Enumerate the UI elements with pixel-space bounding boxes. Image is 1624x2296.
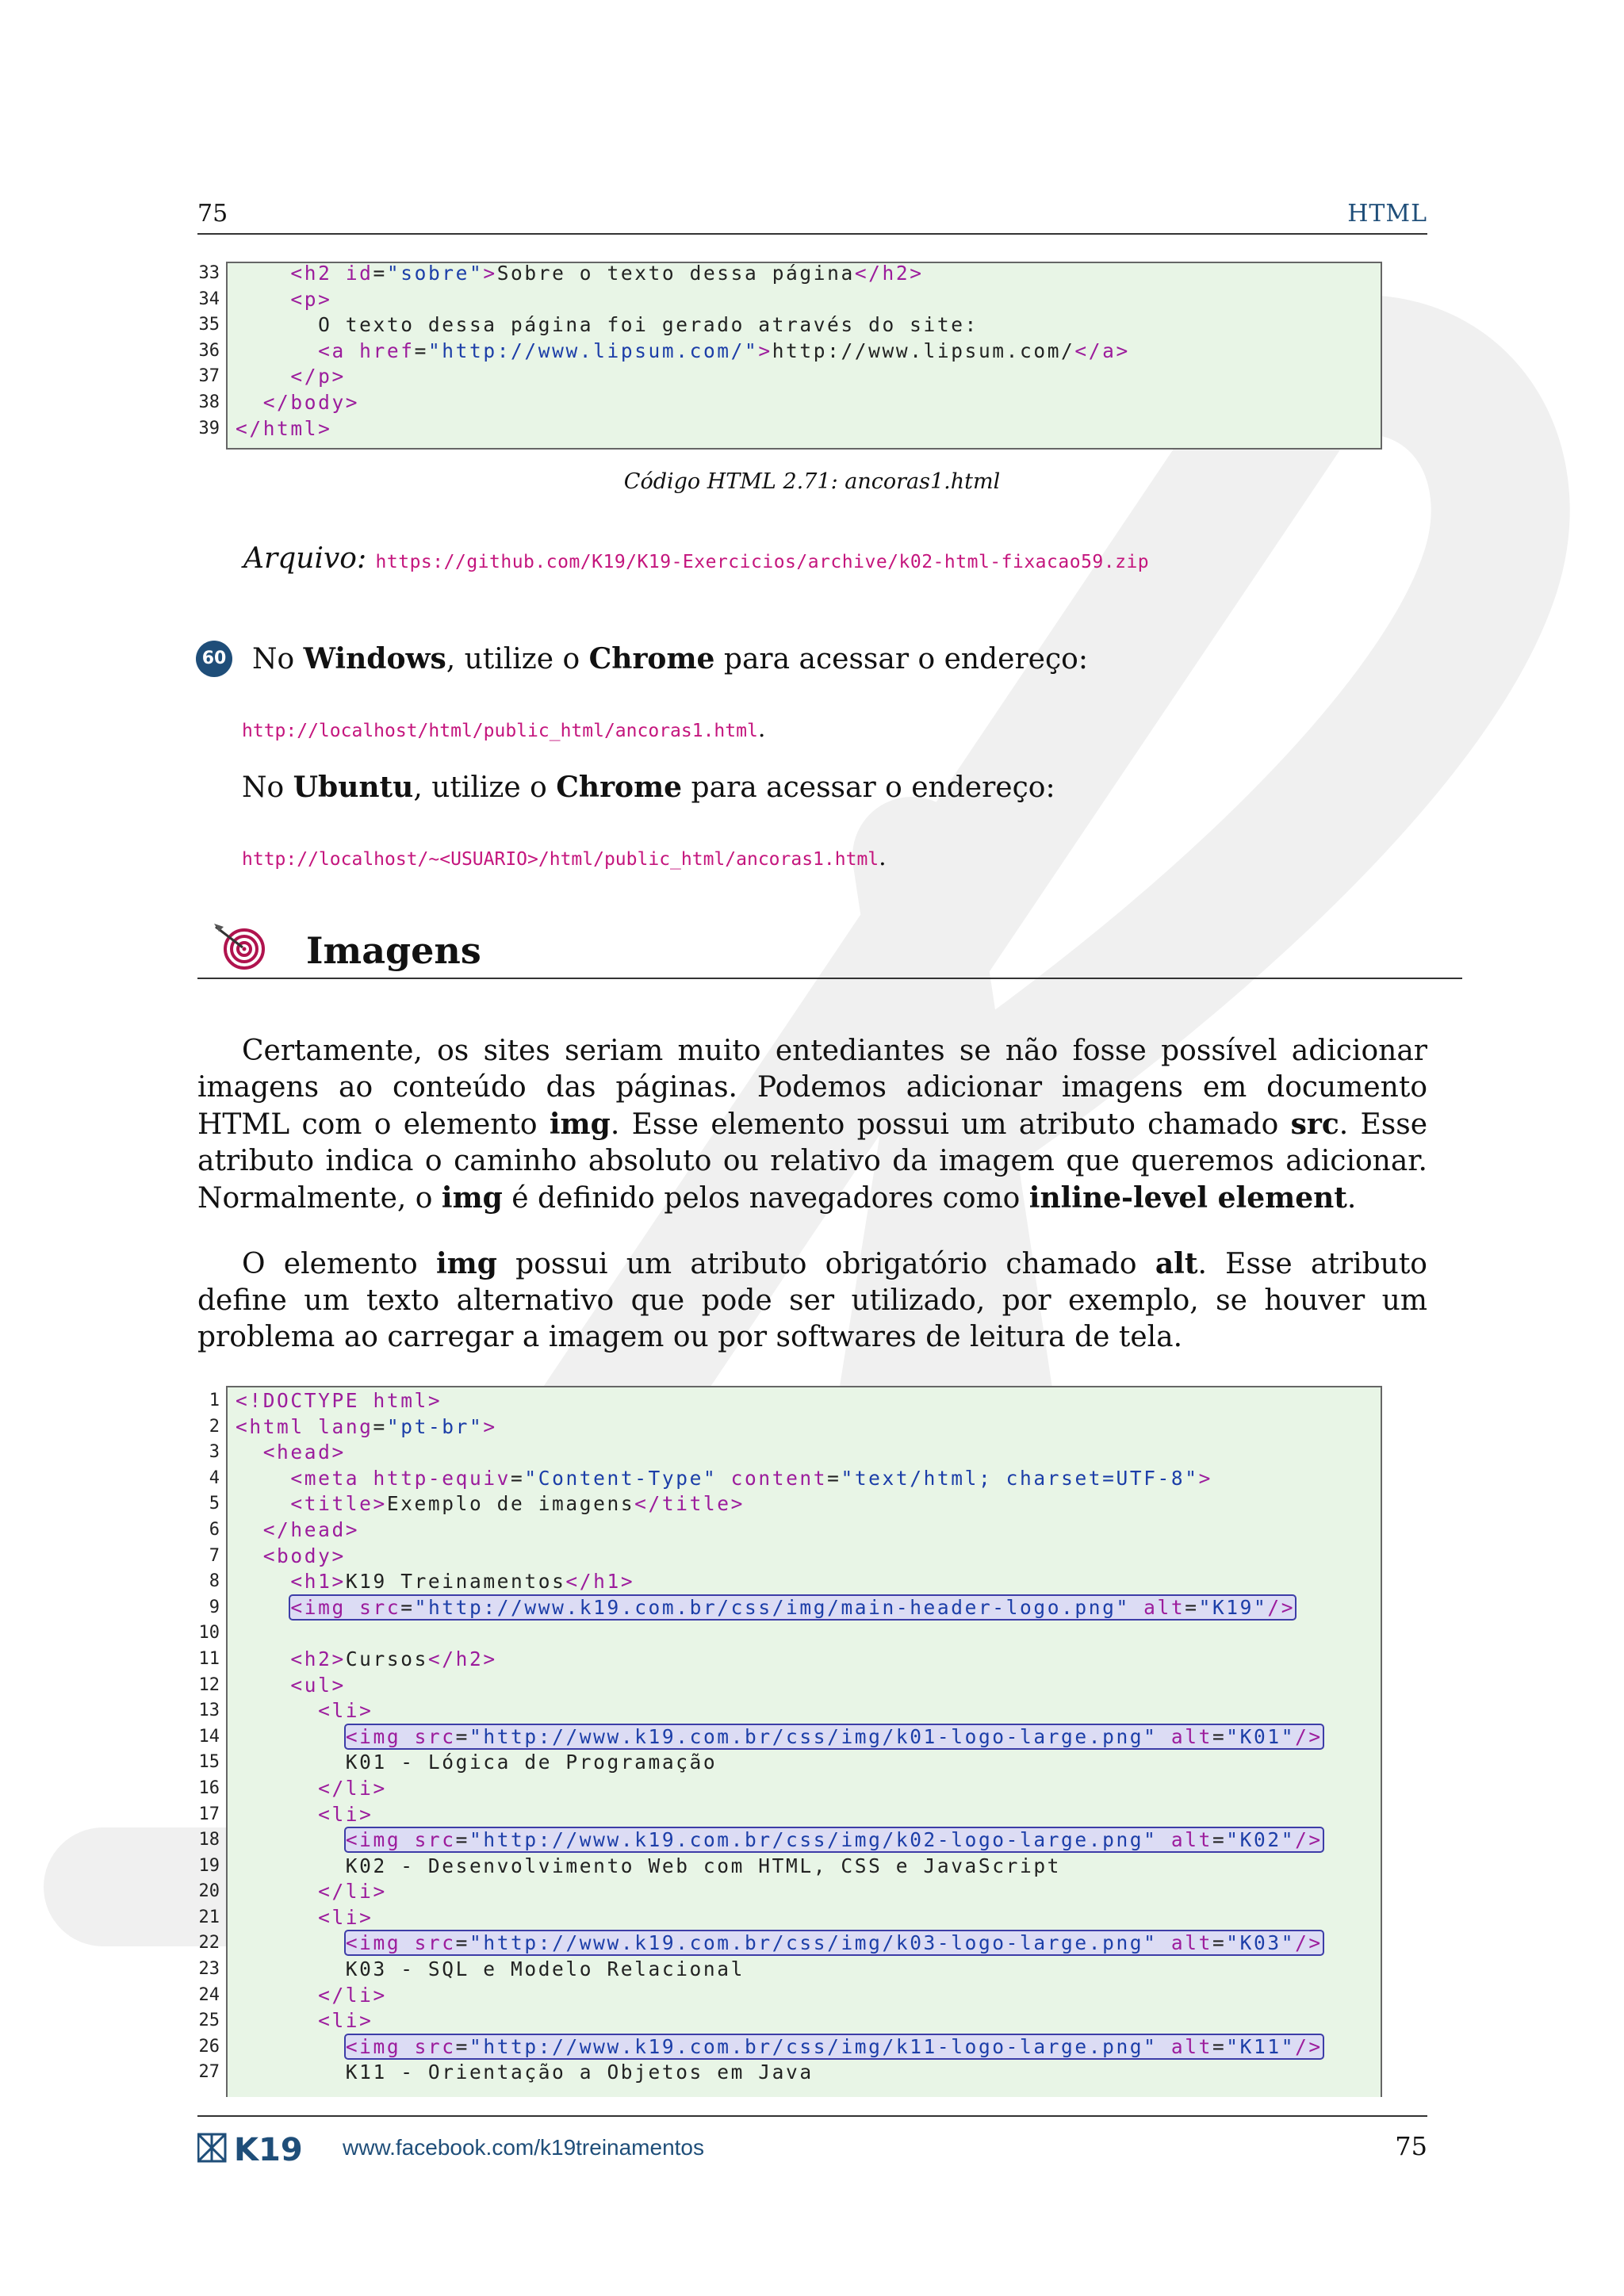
k19-logo [197,2133,320,2163]
windows-os: Windows [303,642,446,675]
code-text: K01 - Lógica de Programação [236,1751,718,1774]
line-number: 39 [198,418,220,438]
footer-facebook-link[interactable]: www.facebook.com/k19treinamentos [343,2135,704,2160]
line-number: 6 [209,1519,220,1540]
line-number: 27 [198,2062,220,2083]
arquivo-label: Arquivo: [243,542,367,575]
arquivo-line [243,542,1149,575]
exercise-number-badge: 60 [196,641,232,677]
paragraph-2: O elemento img possui um atributo obrigatório chamado alt. Esse atributo define um texto alternativo que pode ser utilizado, por exemplo, se houver um problema ao carregar a imagem ou por softwares de leitura de tela. [197,1247,1427,1353]
code-text: <html lang="pt-br"> [236,1414,497,1438]
code-text: <ul> [290,1673,346,1697]
code-text: </li> [318,1776,387,1800]
code-text: <img src="http://www.k19.com.br/css/img/k02-logo-large.png" alt="K02"/> [345,1828,1323,1852]
code-text: <body> [262,1544,346,1567]
code-text: <h2>Cursos</h2> [290,1647,497,1670]
line-number: 16 [198,1777,220,1798]
line-number: 9 [209,1597,220,1617]
ubuntu-url[interactable]: http://localhost/~<USUARIO>/html/public_html/ancoras1.html [242,849,879,870]
code-text: </body> [262,390,360,414]
arquivo-link[interactable]: https://github.com/K19/K19-Exercicios/archive/k02-html-fixacao59.zip [375,552,1150,572]
line-number: 11 [198,1648,220,1669]
windows-url-line: http://localhost/html/public_html/ancoras1.html. [242,715,766,743]
code-text: </li> [318,1983,387,2007]
target-icon [213,922,268,971]
line-number: 2 [209,1416,220,1437]
line-number: 21 [198,1907,220,1927]
code-text: <li> [318,1802,373,1826]
code-text: <li> [318,1699,373,1723]
line-number: 36 [198,340,220,361]
code-text: </html> [236,416,332,440]
code-text: <!DOCTYPE html> [236,1389,442,1412]
line-number: 19 [198,1855,220,1876]
ubuntu-browser: Chrome [556,771,683,804]
line-number: 18 [198,1830,220,1850]
code-caption: Código HTML 2.71: ancoras1.html [623,469,1001,494]
line-number: 13 [198,1701,220,1721]
code-text: <img src="http://www.k19.com.br/css/img/main-header-logo.png" alt="K19"/> [290,1595,1296,1619]
windows-url[interactable]: http://localhost/html/public_html/ancoras1.html [242,721,758,741]
line-number: 22 [198,1933,220,1954]
line-number: 33 [198,263,220,283]
section-rule [197,978,1462,979]
line-number: 10 [198,1623,220,1644]
code-text: <li> [318,2009,373,2033]
line-number: 14 [198,1726,220,1747]
code-text: <img src="http://www.k19.com.br/css/img/k01-logo-large.png" alt="K01"/> [345,1724,1323,1748]
page-number-bottom: 75 [1395,2131,1427,2161]
ubuntu-os: Ubuntu [293,771,414,804]
code-text: <h2 id="sobre">Sobre o texto dessa página</h2> [290,262,924,285]
line-number: 35 [198,315,220,335]
line-number: 25 [198,2011,220,2031]
code-text: </li> [318,1880,387,1904]
code-text: <head> [262,1441,346,1464]
line-number: 20 [198,1881,220,1902]
ubuntu-url-line: http://localhost/~<USUARIO>/html/public_html/ancoras1.html. [242,844,887,871]
code-text: <p> [290,287,332,311]
line-number: 8 [209,1571,220,1592]
windows-browser: Chrome [588,642,715,675]
code-text: <title>Exemplo de imagens</title> [290,1492,745,1516]
code-text: <h1>K19 Treinamentos</h1> [290,1570,635,1594]
page-number-top: 75 [197,200,228,228]
code-text: K03 - SQL e Modelo Relacional [236,1957,745,1981]
code-text: <li> [318,1905,373,1929]
code-text: O texto dessa página foi gerado através do site: [236,313,979,337]
line-number: 12 [198,1674,220,1695]
line-number: 23 [198,1959,220,1980]
ubuntu-instruction: No Ubuntu, utilize o Chrome para acessar o endereço: [242,771,1055,804]
code-text: K02 - Desenvolvimento Web com HTML, CSS e JavaScript [236,1854,1062,1877]
line-number: 15 [198,1752,220,1773]
line-number: 17 [198,1804,220,1824]
footer-rule [197,2115,1427,2117]
code-text: K11 - Orientação a Objetos em Java [236,2061,814,2084]
code-text: <img src="http://www.k19.com.br/css/img/k11-logo-large.png" alt="K11"/> [345,2034,1323,2058]
code-text: </head> [262,1517,360,1541]
code-text: <meta http-equiv="Content-Type" content="text/html; charset=UTF-8"> [290,1466,1212,1490]
section-title: Imagens [306,929,481,972]
code-text: <a href="http://www.lipsum.com/">http://www.lipsum.com/</a> [318,339,1130,362]
windows-instruction: No Windows, utilize o Chrome para acessar o endereço: [252,642,1088,675]
line-number: 26 [198,2036,220,2057]
line-number: 4 [209,1468,220,1488]
header-rule [197,233,1427,235]
chapter-title: HTML [1347,200,1427,228]
line-number: 24 [198,1984,220,2005]
line-number: 7 [209,1545,220,1566]
svg-text:K19: K19 [234,2133,303,2163]
code-text: <img src="http://www.k19.com.br/css/img/k03-logo-large.png" alt="K03"/> [345,1931,1323,1955]
line-number: 3 [209,1442,220,1463]
line-number: 1 [209,1391,220,1410]
paragraph-1: Certamente, os sites seriam muito entediantes se não fosse possível adicionar imagens ao conteúdo das páginas. Podemos adicionar imagens em documento HTML com o elemento img. Esse elemento possui um atributo chamado src. Esse atributo indica o caminho absoluto ou relativo da imagem que queremos adicionar. Normalmente, o img é definido pelos navegadores como inline-level element. [197,1035,1428,1215]
code-text: </p> [290,365,346,388]
line-number: 38 [198,392,220,412]
line-number: 37 [198,366,220,387]
line-number: 5 [209,1494,220,1514]
line-number: 34 [198,289,220,309]
